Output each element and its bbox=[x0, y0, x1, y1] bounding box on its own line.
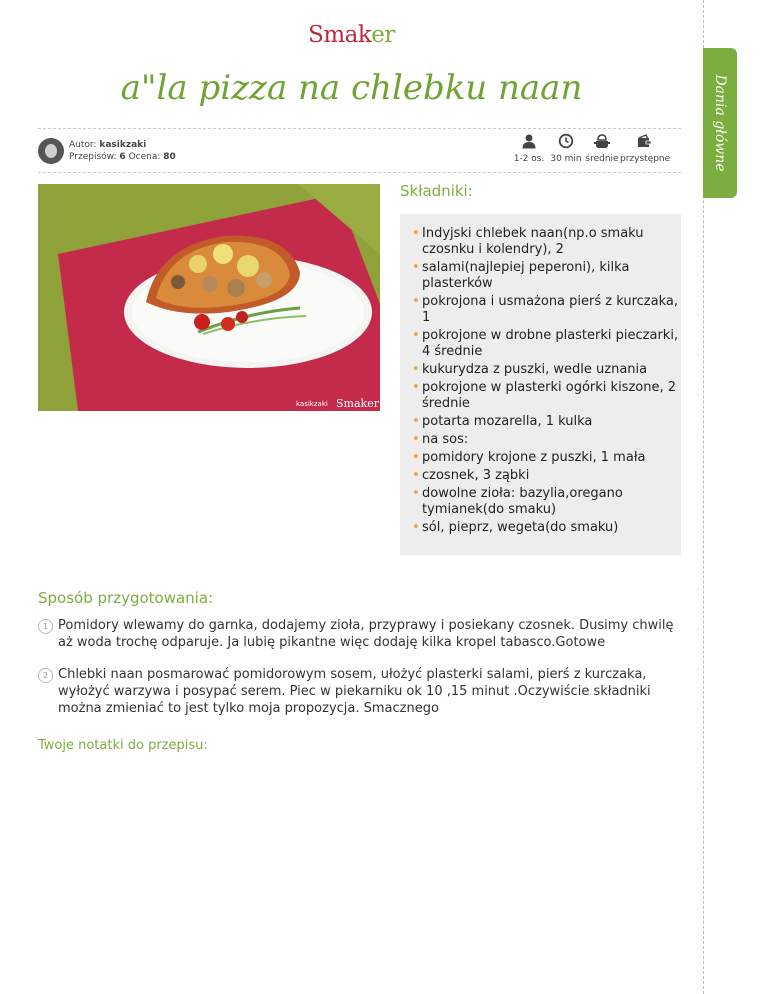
step-number: 1 bbox=[38, 619, 53, 634]
bullet-icon: • bbox=[412, 294, 420, 309]
ingredient-text: kukurydza z puszki, wedle uznania bbox=[422, 362, 648, 377]
ingredient-item bbox=[410, 260, 681, 292]
method-step bbox=[38, 617, 681, 651]
servings-value: 1-2 os. bbox=[513, 154, 545, 164]
ingredient-item bbox=[410, 380, 681, 412]
divider-mid bbox=[38, 172, 681, 173]
ingredient-item bbox=[410, 294, 681, 326]
category-tab[interactable] bbox=[703, 48, 737, 198]
recipe-title: a"la pizza na chlebku naan bbox=[120, 68, 583, 108]
ingredient-text: potarta mozarella, 1 kulka bbox=[422, 414, 593, 429]
bullet-icon: • bbox=[412, 226, 420, 241]
author-avatar bbox=[38, 138, 64, 164]
bullet-icon: • bbox=[412, 414, 420, 429]
ingredients-list bbox=[410, 226, 681, 536]
ingredient-item bbox=[410, 432, 681, 448]
bullet-icon: • bbox=[412, 380, 420, 395]
author-label: Autor: bbox=[69, 140, 97, 150]
watermark-brand: Smaker bbox=[336, 397, 379, 410]
bullet-icon: • bbox=[412, 260, 420, 275]
ingredient-text: na sos: bbox=[422, 432, 469, 447]
meta-time bbox=[549, 133, 583, 165]
ingredient-text: czosnek, 3 ząbki bbox=[422, 468, 530, 483]
meta-servings bbox=[512, 133, 546, 165]
ingredient-item bbox=[410, 468, 681, 484]
ingredient-item bbox=[410, 450, 681, 466]
bullet-icon: • bbox=[412, 432, 420, 447]
difficulty-value: średnie bbox=[585, 154, 619, 164]
meta-difficulty bbox=[584, 133, 620, 165]
ingredient-item bbox=[410, 486, 681, 518]
pizza-photo-illustration bbox=[38, 184, 380, 411]
bullet-icon: • bbox=[412, 468, 420, 483]
wallet-icon bbox=[636, 133, 652, 149]
ingredient-text: pokrojone w drobne plasterki pieczarki, 4 średnie bbox=[422, 328, 679, 359]
step-text: Pomidory wlewamy do garnka, dodajemy zioła, przyprawy i posiekany czosnek. Dusimy chwilę aż woda trochę odparuje. Ja lubię pikantne więc dodaję kilka kropel tabasco.Gotowe bbox=[58, 618, 674, 650]
category-tab-label: Dania główne bbox=[712, 74, 728, 172]
chef-pot-icon bbox=[593, 133, 611, 149]
logo-main: Smak bbox=[308, 22, 372, 48]
method-heading: Sposób przygotowania: bbox=[38, 589, 214, 607]
ingredient-text: salami(najlepiej peperoni), kilka plasterków bbox=[422, 260, 630, 291]
cost-value: przystępne bbox=[620, 154, 671, 164]
time-value: 30 min bbox=[550, 154, 582, 164]
author-info bbox=[69, 139, 176, 163]
logo-tail: er bbox=[371, 22, 395, 48]
ingredients-heading: Składniki: bbox=[400, 182, 473, 200]
bullet-icon: • bbox=[412, 328, 420, 343]
bullet-icon: • bbox=[412, 450, 420, 465]
notes-heading: Twoje notatki do przepisu: bbox=[38, 738, 208, 753]
recipe-photo bbox=[38, 184, 380, 411]
ingredients-box bbox=[400, 214, 681, 555]
ingredient-text: pokrojone w plasterki ogórki kiszone, 2 średnie bbox=[422, 380, 677, 411]
step-number: 2 bbox=[38, 668, 53, 683]
smaker-logo bbox=[0, 22, 703, 48]
ingredient-item bbox=[410, 226, 681, 258]
ingredient-text: sól, pieprz, wegeta(do smaku) bbox=[422, 520, 619, 535]
ingredient-text: pomidory krojone z puszki, 1 mała bbox=[422, 450, 646, 465]
bullet-icon: • bbox=[412, 520, 420, 535]
clock-icon bbox=[558, 133, 574, 149]
ingredient-item bbox=[410, 362, 681, 378]
person-icon bbox=[521, 133, 537, 149]
recipes-label: Przepisów: bbox=[69, 152, 117, 162]
ingredient-text: Indyjski chlebek naan(np.o smaku czosnku i kolendry), 2 bbox=[422, 226, 644, 257]
ingredient-text: pokrojona i usmażona pierś z kurczaka, 1 bbox=[422, 294, 678, 325]
recipes-count: 6 bbox=[119, 152, 126, 162]
watermark-user: kasikzaki bbox=[296, 400, 328, 408]
rating-value: 80 bbox=[163, 152, 176, 162]
meta-cost bbox=[620, 133, 671, 165]
divider-top bbox=[38, 128, 681, 129]
ingredient-text: dowolne zioła: bazylia,oregano tymianek(do smaku) bbox=[422, 486, 623, 517]
ingredient-item bbox=[410, 414, 681, 430]
bullet-icon: • bbox=[412, 486, 420, 501]
ingredient-item bbox=[410, 520, 681, 536]
step-text: Chlebki naan posmarować pomidorowym sosem, ułożyć plasterki salami, pierś z kurczaka, wyłożyć warzywa i posypać serem. Piec w piekarniku ok 10 ,15 minut .Oczywiście składniki można zmieniać to jest tylko moja propozycja. Smacznego bbox=[58, 667, 651, 716]
rating-label: Ocena: bbox=[128, 152, 161, 162]
bullet-icon: • bbox=[412, 362, 420, 377]
author-line bbox=[69, 139, 176, 151]
author-name[interactable]: kasikzaki bbox=[99, 140, 147, 150]
author-stats-line bbox=[69, 151, 176, 163]
ingredient-item bbox=[410, 328, 681, 360]
method-step bbox=[38, 666, 681, 717]
